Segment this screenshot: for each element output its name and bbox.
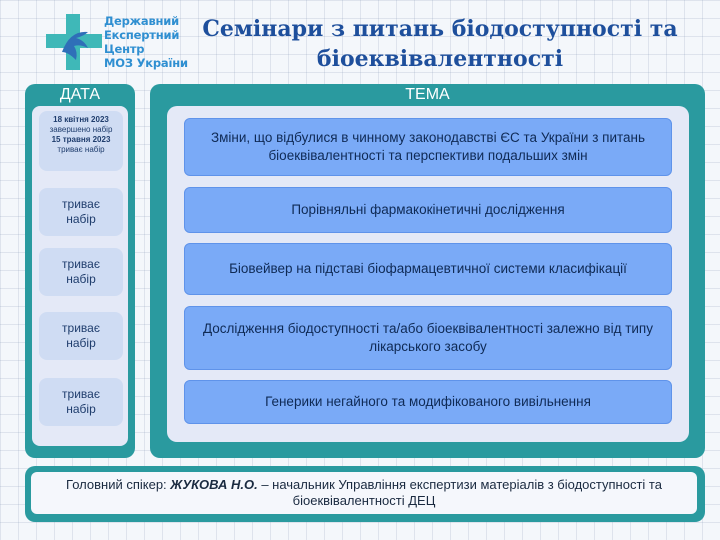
speaker-description: – начальник Управління експертизи матеріалів з біодоступності та біоеквівалентності ДЕЦ [257, 477, 662, 508]
topic-card-3: Біовейвер на підставі біофармацевтичної системи класифікації [184, 243, 672, 295]
speaker-prefix: Головний спікер: [66, 477, 171, 492]
logo [44, 12, 194, 74]
date-card-line: набір [66, 336, 96, 350]
date-card-line: набір [66, 212, 96, 226]
date-card-4 [39, 312, 123, 360]
speaker-text [31, 472, 697, 514]
topic-card-2: Порівняльні фармакокінетичні дослідження [184, 187, 672, 233]
status-2: триває набір [57, 145, 105, 154]
date-card-line: триває [62, 387, 100, 401]
date-2: 15 травня 2023 [51, 135, 111, 144]
date-panel [25, 84, 135, 458]
status-1: завершено набір [49, 125, 113, 134]
topic-card-1: Зміни, що відбулися в чинному законодавстві ЄС та України з питань біоеквівалентності та перспективи подальших змін [184, 118, 672, 176]
date-header: ДАТА [59, 86, 101, 103]
date-card-line: триває [62, 197, 100, 211]
date-card-line: триває [62, 257, 100, 271]
date-card-line: набір [66, 272, 96, 286]
logo-line-1: Державний [104, 14, 180, 28]
page-title: Семінари з питань біодоступності та біоеквівалентності [202, 16, 678, 72]
topic-list [167, 106, 689, 442]
logo-line-2: Експертний [104, 28, 180, 42]
date-card-1 [39, 111, 123, 171]
date-card-3 [39, 248, 123, 296]
topic-header: ТЕМА [405, 86, 450, 103]
speaker-name: ЖУКОВА Н.О. [170, 477, 258, 492]
date-card-line: набір [66, 402, 96, 416]
date-card-line: триває [62, 321, 100, 335]
logo-line-4: МОЗ України [104, 56, 188, 70]
date-card-2 [39, 188, 123, 236]
date-card-5 [39, 378, 123, 426]
date-list [32, 106, 128, 446]
cross-plus-icon [44, 12, 104, 72]
speaker-bar [25, 466, 705, 522]
date-1: 18 квітня 2023 [53, 115, 109, 124]
logo-text [104, 14, 188, 70]
topic-card-4: Дослідження біодоступності та/або біоеквівалентності залежно від типу лікарського засобу [184, 306, 672, 370]
logo-line-3: Центр [104, 42, 145, 56]
topic-panel [150, 84, 705, 458]
topic-card-5: Генерики негайного та модифікованого вивільнення [184, 380, 672, 424]
